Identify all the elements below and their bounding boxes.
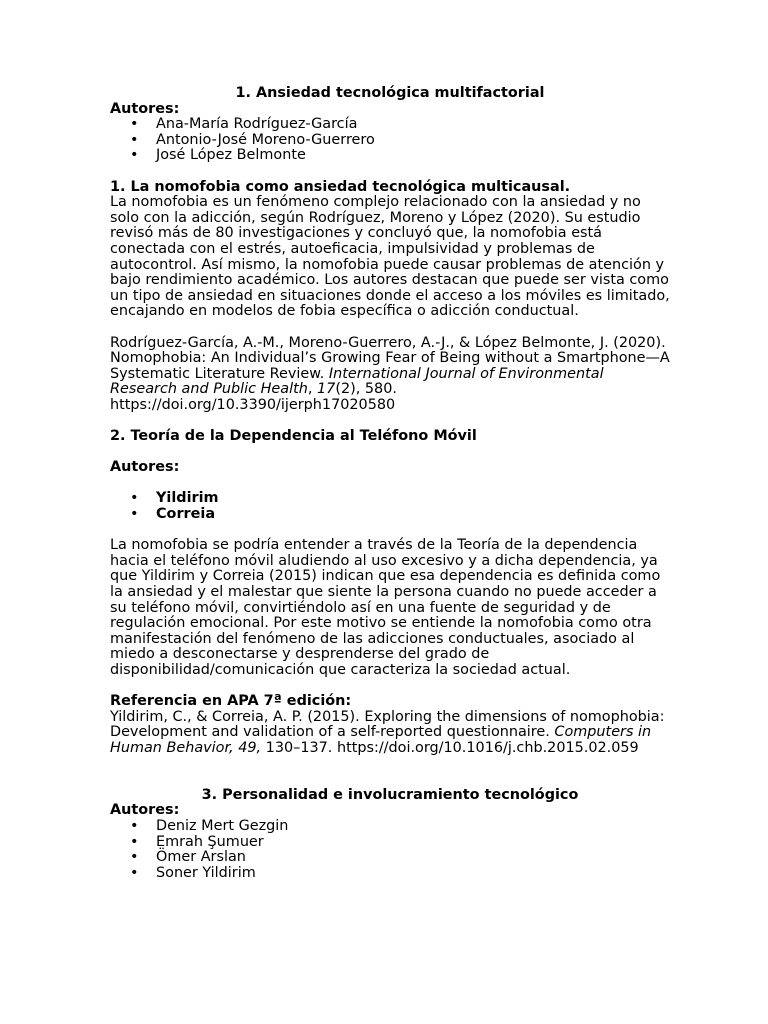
section-1-authors-label: Autores: bbox=[110, 100, 180, 117]
reference-text: (2), 580. https://doi.org/10.3390/ijerph17020580 bbox=[110, 381, 397, 413]
section-2-authors-label: Autores: bbox=[110, 459, 180, 476]
section-2-body: La nomofobia se podría entender a través de la Teoría de la dependencia hacia el teléfono móvil aludiendo al uso excesivo y a dicha dependencia, ya que Yildirim y Correia (2015) indican que esa dependencia es definida como la ansiedad y el malestar que siente la persona cuando no puede acceder a su teléfono móvil, convirtiéndolo así en una fuente de seguridad y de regulación emocional. Por este motivo se entiende la nomofobia como otra manifestación del fenómeno de las adicciones conductuales, asociado al miedo a desconectarse y desprenderse del grado de disponibilidad/comunicación que caracteriza la sociedad actual. bbox=[110, 537, 661, 678]
section-3-title: 3. Personalidad e involucramiento tecnológico bbox=[201, 786, 579, 803]
section-3-authors-label: Autores: bbox=[110, 802, 180, 819]
author-item: • José López Belmonte bbox=[110, 148, 670, 164]
reference-journal: Computers in Human Behavior, 49, bbox=[110, 724, 652, 756]
reference-text: Yildirim, C., & Correia, A. P. (2015). Exploring the dimensions of nomophobia: Development and validation of a self-reported questionnaire. bbox=[110, 708, 665, 741]
reference-journal: International Journal of Environmental Research and Public Health bbox=[110, 365, 604, 398]
author-item: • Yildirim bbox=[110, 491, 670, 507]
section-2-reference-label: Referencia en APA 7ª edición: bbox=[110, 693, 352, 710]
author-item: • Correia bbox=[110, 507, 670, 523]
reference-volume: 17 bbox=[317, 381, 336, 398]
author-item: • Deniz Mert Gezgin bbox=[110, 819, 670, 835]
section-1-body: La nomofobia es un fenómeno complejo relacionado con la ansiedad y no solo con la adicción, según Rodríguez, Moreno y López (2020). Su estudio revisó más de 80 investigaciones y concluyó que, la nomofobia está conectada con el estrés, autoeficacia, impulsividad y problemas de autocontrol. Así mismo, la nomofobia puede causar problemas de atención y bajo rendimiento académico. Los autores destacan que puede ser vista como un tipo de ansiedad en situaciones donde el acceso a los móviles es limitado, encajando en modelos de fobia específica o adicción conductual. bbox=[110, 194, 670, 320]
reference-text: Rodríguez-García, A.-M., Moreno-Guerrero, A.-J., & López Belmonte, J. (2020). Nomophobia: An Individual’s Growing Fear of Being without a Smartphone—A Systematic Literature Review. bbox=[110, 334, 670, 382]
author-item: • Ana-María Rodríguez-García bbox=[110, 117, 670, 133]
author-item: • Emrah Şumuer bbox=[110, 835, 670, 851]
author-item: • Soner Yildirim bbox=[110, 866, 670, 882]
section-1-title: 1. Ansiedad tecnológica multifactorial bbox=[235, 85, 545, 101]
section-2-reference bbox=[110, 710, 670, 757]
author-item: • Antonio-José Moreno-Guerrero bbox=[110, 133, 670, 149]
section-1-reference bbox=[110, 336, 670, 414]
reference-text: 130–137. https://doi.org/10.1016/j.chb.2015.02.059 bbox=[261, 739, 639, 756]
document-content bbox=[110, 86, 670, 881]
reference-text: , bbox=[307, 381, 318, 398]
section-1-authors-list bbox=[110, 117, 670, 164]
section-1-subtitle: 1. La nomofobia como ansiedad tecnológica multicausal. bbox=[110, 178, 571, 195]
author-item: • Ömer Arslan bbox=[110, 850, 670, 866]
section-2-title: 2. Teoría de la Dependencia al Teléfono Móvil bbox=[110, 428, 477, 445]
section-3-authors-list bbox=[110, 819, 670, 881]
section-2-authors-list bbox=[110, 491, 670, 522]
